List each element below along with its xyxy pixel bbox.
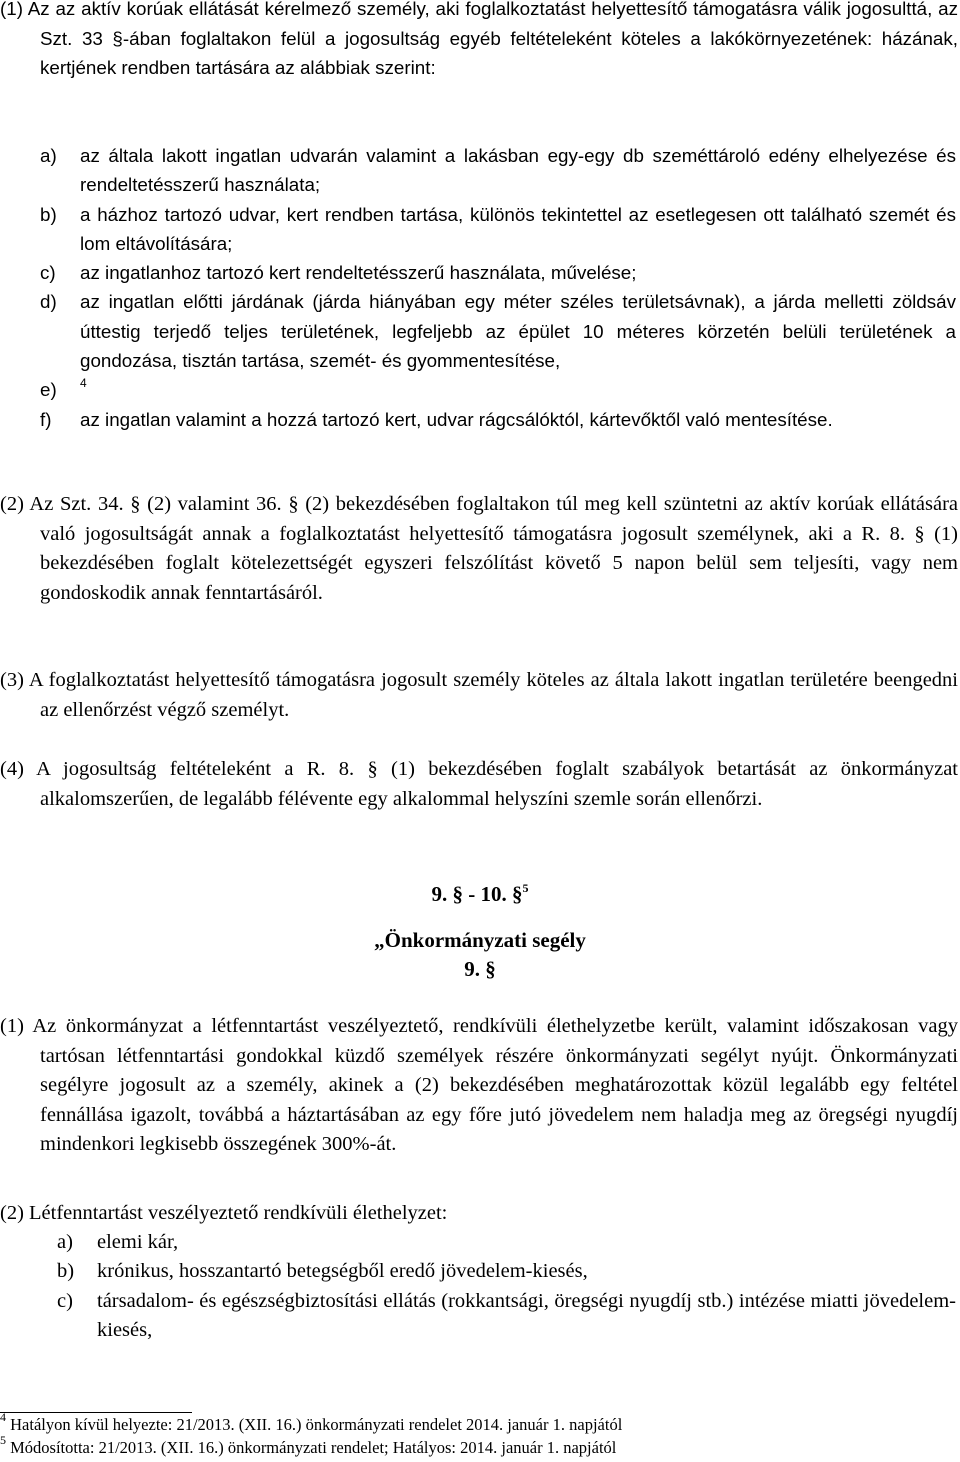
footnote-text: Hatályon kívül helyezte: 21/2013. (XII. 16.) önkormányzati rendelet 2014. január 1. napjától — [10, 1415, 623, 1434]
list-item — [40, 258, 956, 287]
list-item-text: az általa lakott ingatlan udvarán valamint a lakásban egy-egy db szeméttároló edény elhelyezése és rendeltetésszerű használata; — [80, 145, 956, 196]
paragraph-9-2: (2) Létfenntartást veszélyeztető rendkívüli élethelyzet: — [0, 1202, 448, 1224]
list-item-label: a) — [40, 145, 57, 166]
list-item-label: f) — [40, 408, 52, 430]
list-item — [40, 141, 956, 200]
list-item-label: b) — [40, 203, 57, 225]
paragraph-9-1: (1) Az önkormányzat a létfenntartást veszélyeztető, rendkívüli élethelyzetbe került, valamint időszakosan vagy tartósan létfenntartási gondokkal küzdő személyek részére önkormányzati segélyt nyújt. Önkormányzati segélyre jogosult az a személy, akinek a (2) bekezdésében meghatározottak közül legalább egy feltétel fennállása igazolt, továbbá a háztartásában az egy főre jutó jövedelem nem haladja meg az öregségi nyugdíj mindenkori legkisebb összegének 300%-át. — [0, 1015, 958, 1155]
list-item — [40, 405, 956, 434]
footnote — [0, 1410, 958, 1436]
list-item-text: társadalom- és egészségbiztosítási ellátás (rokkantsági, öregségi nyugdíj stb.) intézése miatti jövedelem-kiesés, — [97, 1289, 956, 1341]
list-item-label: b) — [57, 1260, 75, 1283]
list-8-1 — [40, 141, 956, 434]
section-range-heading — [0, 880, 960, 909]
list-item-text: krónikus, hosszantartó betegségből eredő jövedelem-kiesés, — [97, 1260, 588, 1283]
section-heading: 9. § — [464, 957, 496, 981]
paragraph-8-2: (2) Az Szt. 34. § (2) valamint 36. § (2) bekezdésében foglaltakon túl meg kell szüntetni az aktív korúak ellátására való jogosultságát annak a foglalkoztatást helyettesítő támogatásra jogosult személynek, aki a R. 8. § (1) bekezdésében foglalt kötelezettségét egyszeri felszólítást követő 5 napon belül sem teljesíti, vagy nem gondoskodik annak fenntartásáról. — [0, 493, 958, 604]
footnote-ref: 5 — [522, 881, 529, 895]
section-range: 9. § - 10. § — [431, 882, 523, 906]
list-item-label: d) — [40, 291, 57, 313]
footnote-number: 4 — [0, 1410, 6, 1424]
list-item-text: az ingatlan előtti járdának (járda hiányában egy méter széles területsávnak), a járda melletti zöldsáv úttestig terjedő teljes területének, legfeljebb az épület 10 méteres körzetén belüli területének a gondozása, tisztán tartása, szemét- és gyommentesítése, — [80, 291, 956, 372]
paragraph-8-4: (4) A jogosultság feltételeként a R. 8. § (1) bekezdésében foglalt szabályok betartását az önkormányzat alkalomszerűen, de legalább félévente egy alkalommal helyszíni szemle során ellenőrzi. — [0, 758, 958, 810]
list-item — [57, 1257, 956, 1286]
list-item-label: a) — [57, 1231, 73, 1253]
list-item — [57, 1228, 956, 1257]
paragraph-8-1: (1) Az az aktív korúak ellátását kérelmező személy, aki foglalkoztatást helyettesítő támogatásra válik jogosulttá, az Szt. 33 §-ában foglaltakon felül a jogosultság egyéb feltételeként köteles a lakókörnyezetének: házának, kertjének rendben tartására az alábbiak szerint: — [0, 0, 958, 78]
paragraph-8-3: (3) A foglalkoztatást helyettesítő támogatásra jogosult személy köteles az általa lakott ingatlan területére beengedni az ellenőrzést végző személyt. — [0, 669, 958, 721]
list-item-text: az ingatlanhoz tartozó kert rendeltetésszerű használata, művelése; — [80, 262, 637, 284]
list-item-text: elemi kár, — [97, 1231, 179, 1253]
list-9-2 — [57, 1228, 956, 1345]
list-item — [40, 287, 956, 375]
footnote-ref: 4 — [80, 376, 87, 391]
list-item-text: a házhoz tartozó udvar, kert rendben tartása, különös tekintettel az esetlegesen ott található szemét és lom eltávolítására; — [80, 203, 956, 254]
chapter-title: „Önkormányzati segély — [374, 928, 586, 952]
list-item-label: c) — [57, 1289, 73, 1312]
list-item-text: az ingatlan valamint a hozzá tartozó kert, udvar rágcsálóktól, kártevőktől való mentesítése. — [80, 408, 833, 430]
footnote — [0, 1433, 958, 1459]
list-item-label: c) — [40, 262, 56, 284]
footnote-number: 5 — [0, 1433, 6, 1447]
list-item — [40, 375, 956, 404]
list-item — [40, 200, 956, 259]
list-item-label: e) — [40, 379, 57, 401]
list-item — [57, 1287, 956, 1346]
footnote-text: Módosította: 21/2013. (XII. 16.) önkormányzati rendelet; Hatályos: 2014. január 1. napjától — [10, 1438, 617, 1457]
